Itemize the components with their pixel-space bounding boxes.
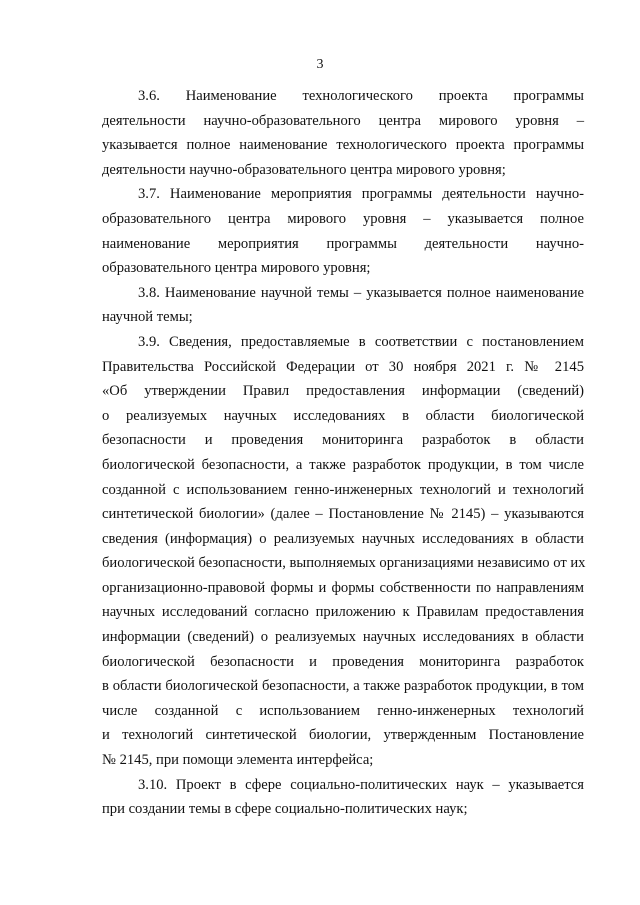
paragraph-line: 3.10. Проект в сфере социально-политических наук – указывается (138, 776, 584, 793)
paragraph-line: «Об утверждении Правил предоставления информации (сведений) (102, 383, 584, 400)
paragraph-3-6 (102, 84, 584, 182)
paragraph-line: 3.9. Сведения, предоставляемые в соответствии с постановлением (138, 333, 584, 350)
paragraph-line: в области биологической безопасности, а также разработок продукции, в том (102, 678, 584, 695)
paragraph-line: Правительства Российской Федерации от 30 ноября 2021 г. № 2145 (102, 358, 584, 375)
paragraph-line: биологической безопасности, выполняемых организациями независимо от их (102, 555, 586, 572)
paragraph-line: при создании темы в сфере социально-политических наук; (102, 801, 468, 818)
paragraph-line: научной темы; (102, 309, 193, 326)
paragraph-line: 3.6. Наименование технологического проекта программы (138, 88, 584, 104)
page-number: 3 (316, 57, 324, 72)
paragraph-3-8 (102, 281, 584, 330)
paragraph-line: и технологий синтетической биологии, утвержденным Постановление (102, 727, 584, 744)
paragraph-3-7 (102, 182, 584, 280)
paragraph-line: научных исследований согласно приложению к Правилам предоставления (102, 604, 584, 621)
paragraph-line: наименование мероприятия программы деятельности научно- (102, 235, 584, 252)
paragraph-line: информации (сведений) о реализуемых научных исследованиях в области (102, 629, 584, 646)
paragraph-line: сведения (информация) о реализуемых научных исследованиях в области (102, 530, 584, 547)
paragraph-line: безопасности и проведения мониторинга разработок в области (102, 432, 584, 449)
paragraph-line: образовательного центра мирового уровня; (102, 260, 371, 277)
paragraph-line: образовательного центра мирового уровня – указывается полное (102, 210, 584, 227)
paragraph-line: числе созданной с использованием генно-инженерных технологий (102, 702, 584, 719)
paragraph-line: о реализуемых научных исследованиях в области биологической (102, 407, 584, 424)
paragraph-line: 3.7. Наименование мероприятия программы деятельности научно- (138, 186, 584, 203)
paragraph-line: деятельности научно-образовательного центра мирового уровня; (102, 161, 506, 178)
paragraph-line: указывается полное наименование технологического проекта программы (102, 137, 584, 154)
paragraph-line: биологической безопасности и проведения мониторинга разработок (102, 653, 584, 670)
paragraph-line: организационно-правовой формы и формы собственности по направлениям (102, 579, 584, 596)
paragraph-line: 3.8. Наименование научной темы – указывается полное наименование (138, 284, 584, 301)
paragraph-line: деятельности научно-образовательного центра мирового уровня – (102, 112, 584, 129)
paragraph-line: № 2145, при помощи элемента интерфейса; (102, 752, 374, 769)
paragraph-3-9 (102, 330, 584, 773)
document-body (102, 84, 584, 822)
paragraph-3-10 (102, 773, 584, 822)
paragraph-line: биологической безопасности, а также разработок продукции, в том числе (102, 456, 584, 473)
paragraph-line: синтетической биологии» (далее – Постановление № 2145) – указываются (102, 506, 584, 523)
paragraph-line: созданной с использованием генно-инженерных технологий и технологий (102, 481, 584, 498)
